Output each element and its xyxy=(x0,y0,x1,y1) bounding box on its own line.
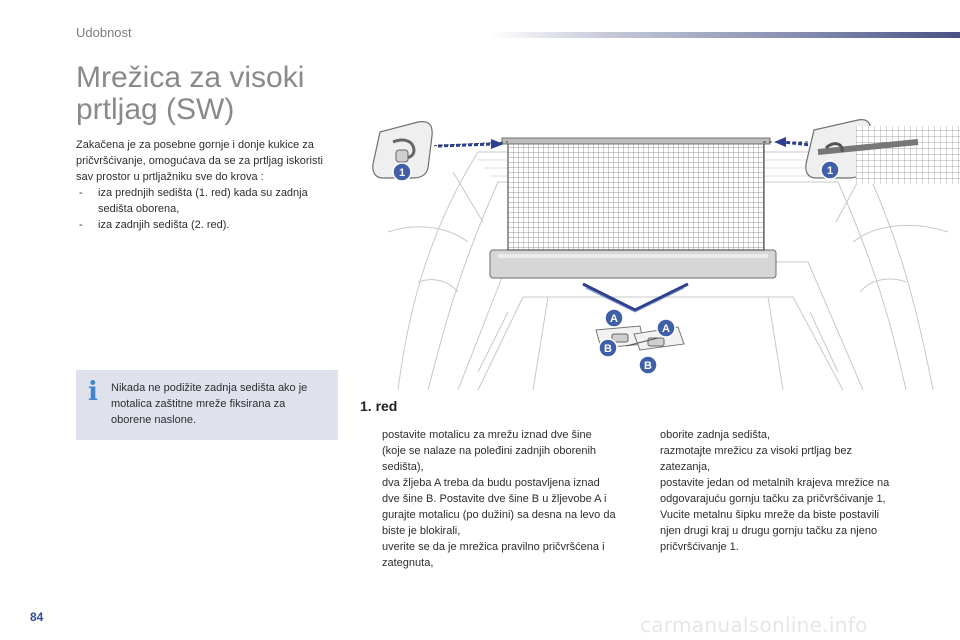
step-item xyxy=(362,539,617,571)
step-text: Vucite metalnu šipku mreže da biste postavili njen drugi kraj u drugu gornju tačku za njeno pričvršćivanje 1. xyxy=(660,509,880,553)
info-icon: i xyxy=(88,377,98,407)
steps-left-column xyxy=(362,427,617,571)
callout-1-left xyxy=(393,163,411,181)
svg-text:B: B xyxy=(644,360,652,372)
svg-text:1: 1 xyxy=(398,167,406,179)
steps-left-list xyxy=(362,427,617,571)
step-item xyxy=(362,427,617,475)
step-text: oborite zadnja sedišta, xyxy=(660,429,771,441)
step-text: razmotajte mrežicu za visoki prtljag bez zatezanja, xyxy=(660,445,852,473)
intro-text: Zakačena je za posebne gornje i donje kukice za pričvršćivanje, omogućava da se za prtljag iskoristi sav prostor u prtljažniku sve do krova : xyxy=(76,139,323,183)
step-item xyxy=(640,443,895,475)
step-text: uverite se da je mrežica pravilno pričvršćena i zategnuta, xyxy=(382,541,605,569)
cargo-net-illustration xyxy=(358,112,960,390)
step-text: dva žljeba A treba da budu postavljena iznad dve šine B. Postavite dve šine B u žljevobe A i gurajte motalicu (po dužini) sa desna na levo da biste je blokirali, xyxy=(382,477,616,537)
step-item xyxy=(640,475,895,507)
intro-item: - iza zadnjih sedišta (2. red). xyxy=(76,217,338,233)
intro-list xyxy=(76,185,338,233)
info-box xyxy=(76,370,338,440)
callout-b-right xyxy=(639,356,657,374)
svg-text:1: 1 xyxy=(826,165,834,177)
page-number: 84 xyxy=(30,610,44,624)
callout-b-left xyxy=(599,339,617,357)
intro-block xyxy=(76,137,338,233)
svg-text:A: A xyxy=(610,313,618,325)
callout-a-left xyxy=(605,309,623,327)
step-item xyxy=(640,507,895,555)
svg-text:A: A xyxy=(662,323,670,335)
section-title: 1. red xyxy=(360,398,398,414)
header-rule xyxy=(490,32,960,38)
intro-item: - iza prednjih sedišta (1. red) kada su zadnja sedišta oborena, xyxy=(76,185,338,217)
page-title: Mrežica za visoki prtljag (SW) xyxy=(76,61,305,126)
svg-text:B: B xyxy=(604,343,612,355)
step-text: postavite motalicu za mrežu iznad dve šine (koje se nalaze na poleđini zadnjih oborenih sedišta), xyxy=(382,429,597,473)
callout-1-right xyxy=(821,161,839,179)
step-item xyxy=(362,475,617,539)
steps-right-column xyxy=(640,427,895,555)
info-text: Nikada ne podižite zadnja sedišta ako je motalica zaštitne mreže fiksirana za oborene naslone. xyxy=(111,382,308,426)
steps-right-list xyxy=(640,427,895,555)
step-item xyxy=(640,427,895,443)
section-header: Udobnost xyxy=(76,25,132,40)
callout-a-right xyxy=(657,319,675,337)
step-text: postavite jedan od metalnih krajeva mrežice na odgovarajuću gornju tačku za pričvršćivanje 1, xyxy=(660,477,890,505)
watermark: carmanualsonline.info xyxy=(640,613,868,637)
